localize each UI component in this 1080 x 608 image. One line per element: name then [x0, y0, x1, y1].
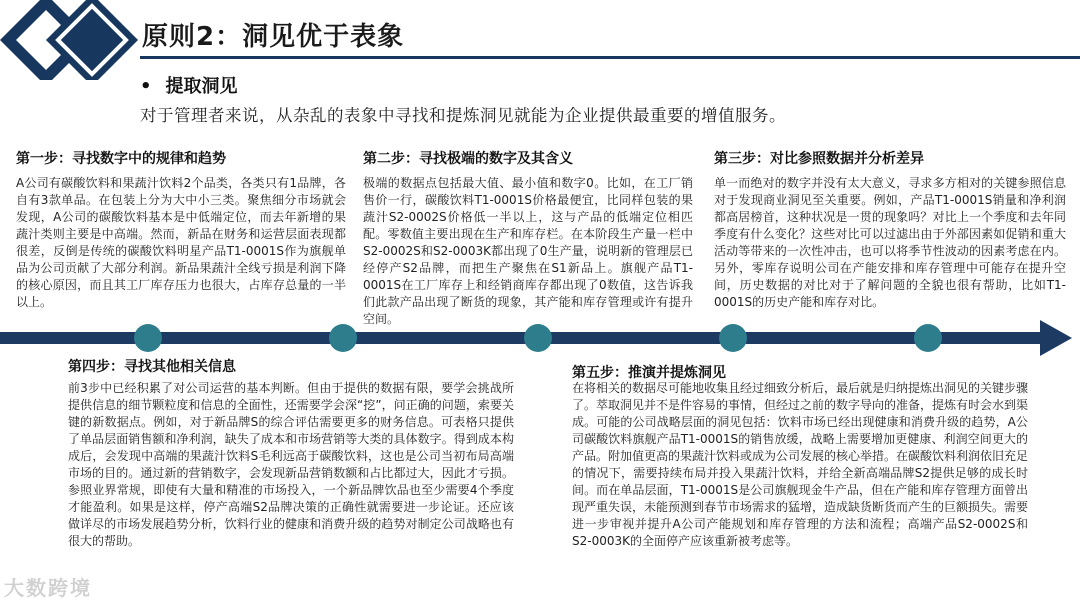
step-4-body: 前3步中已经积累了对公司运营的基本判断。但由于提供的数据有限，要学会挑战所提供信息的细节颗粒度和信息的全面性，还需要学会深“挖”，问正确的问题，索要关键的新数据点。例如，对于新品牌S的综合评估需要更多的财务信息。可表格只提供了单品层面销售额和净利润，缺失了成本和市场营销等大类的具体数字。得到成本构成后，会发现中高端的果蔬汁饮料S毛利远高于碳酸饮料，这也是公司当初布局高端市场的目的。通过新的营销数字，会发现新品营销数额和占比都过大，因此才亏损。参照业界常规，即使有大量和精准的市场投入，一个新品牌饮品也至少需要4个季度才能盈利。如果是这样，停产高端S2品牌决策的正确性就需要进一步论证。还应该做详尽的市场发展趋势分析，饮料行业的健康和消费升级的趋势对制定公司战略也有很大的帮助。: [68, 381, 514, 548]
timeline-arrow: [1040, 320, 1072, 356]
timeline-node-1: [134, 324, 162, 352]
step-4-title: 第四步：寻找其他相关信息: [68, 359, 236, 375]
title-underline: [140, 56, 1080, 59]
subtitle-text: 提取洞见: [165, 76, 238, 97]
watermark: 大数跨境: [4, 576, 92, 600]
step-3-title: 第三步：对比参照数据并分析差异: [714, 151, 924, 167]
timeline-node-5: [914, 324, 942, 352]
step-1-title: 第一步：寻找数字中的规律和趋势: [16, 151, 226, 167]
timeline: [0, 318, 1080, 358]
page-title: 原则2：洞见优于表象: [142, 22, 405, 52]
intro-text: 对于管理者来说，从杂乱的表象中寻找和提炼洞见就能为企业提供最重要的增值服务。: [140, 106, 786, 125]
step-2-body: 极端的数据点包括最大值、最小值和数字0。比如，在工厂销售价一行，碳酸饮料T1-0001S价格最便宜，比同样包装的果蔬汁S2-0002S价格低一半以上，这与产品的低端定位相匹配。零数值主要出现在生产和库存栏。在本阶段生产量一栏中S2-0002S和S2-0003K都出现了0生产量，说明新的管理层已经停产S2品牌，而把生产聚焦在S1新品上。旗舰产品T1-0001S在工厂库存上和经销商库存都出现了0数值，这告诉我们此款产品出现了断货的现象，其产能和库存管理或许有提升空间。: [363, 176, 693, 326]
step-2-title: 第二步：寻找极端的数字及其含义: [363, 151, 573, 167]
step-3-body: 单一而绝对的数字并没有太大意义，寻求多方相对的关键参照信息对于发现商业洞见至关重要。例如，产品T1-0001S销量和净利润都高居榜首，这种状况是一贯的现象吗？对比上一个季度和去年同季度有什么变化？这些对比可以过滤出由于外部因素如促销和重大活动等带来的一次性冲击，也可以将季节性波动的因素考虑在内。另外，零库存说明公司在产能安排和库存管理中可能存在提升空间，历史数据的对比对于了解问题的全貌也很有帮助，比如T1-0001S的历史产能和库存对比。: [714, 176, 1066, 309]
timeline-node-3: [524, 324, 552, 352]
timeline-node-2: [329, 324, 357, 352]
step-5-title: 第五步：推演并提炼洞见: [572, 365, 726, 381]
subtitle: [140, 72, 238, 98]
timeline-node-4: [719, 324, 747, 352]
step-1-body: A公司有碳酸饮料和果蔬汁饮料2个品类，各类只有1品牌，各自有3款单品。在包装上分为大中小三类。聚焦细分市场就会发现，A公司的碳酸饮料基本是中低端定位，而去年新增的果蔬汁类则主要是中高端。然而，新品在财务和运营层面表现都很差，反倒是传统的碳酸饮料明星产品T1-0001S作为旗舰单品为公司贡献了大部分利润。新品果蔬汁全线亏损是利润下降的核心原因，而且其工厂库存压力也很大，占库存总量的一半以上。: [16, 176, 346, 309]
double-diamond-logo: [0, 0, 140, 80]
step-5-body: 在将相关的数据尽可能地收集且经过细致分析后，最后就是归纳提炼出洞见的关键步骤了。萃取洞见并不是件容易的事情，但经过之前的数字导向的准备，提炼有时会水到渠成。可能的公司战略层面的洞见包括：饮料市场已经出现健康和消费升级的趋势，A公司碳酸饮料旗舰产品T1-0001S的销售放缓，战略上需要增加更健康、利润空间更大的产品。附加值更高的果蔬汁饮料或成为公司发展的核心举措。在碳酸饮料利润依旧充足的情况下，需要持续布局并投入果蔬汁饮料，并给全新高端品牌S2提供足够的成长时间。而在单品层面，T1-0001S是公司旗舰现金牛产品，但在产能和库存管理方面曾出现严重失误，未能预测到春节市场需求的猛增，造成缺货断货而产生的巨额损失。需要进一步审视并提升A公司产能规划和库存管理的方法和流程；高端产品S2-0002S和S2-0003K的全面停产应该重新被考虑等。: [572, 381, 1029, 548]
bullet-dot: •: [140, 76, 152, 97]
